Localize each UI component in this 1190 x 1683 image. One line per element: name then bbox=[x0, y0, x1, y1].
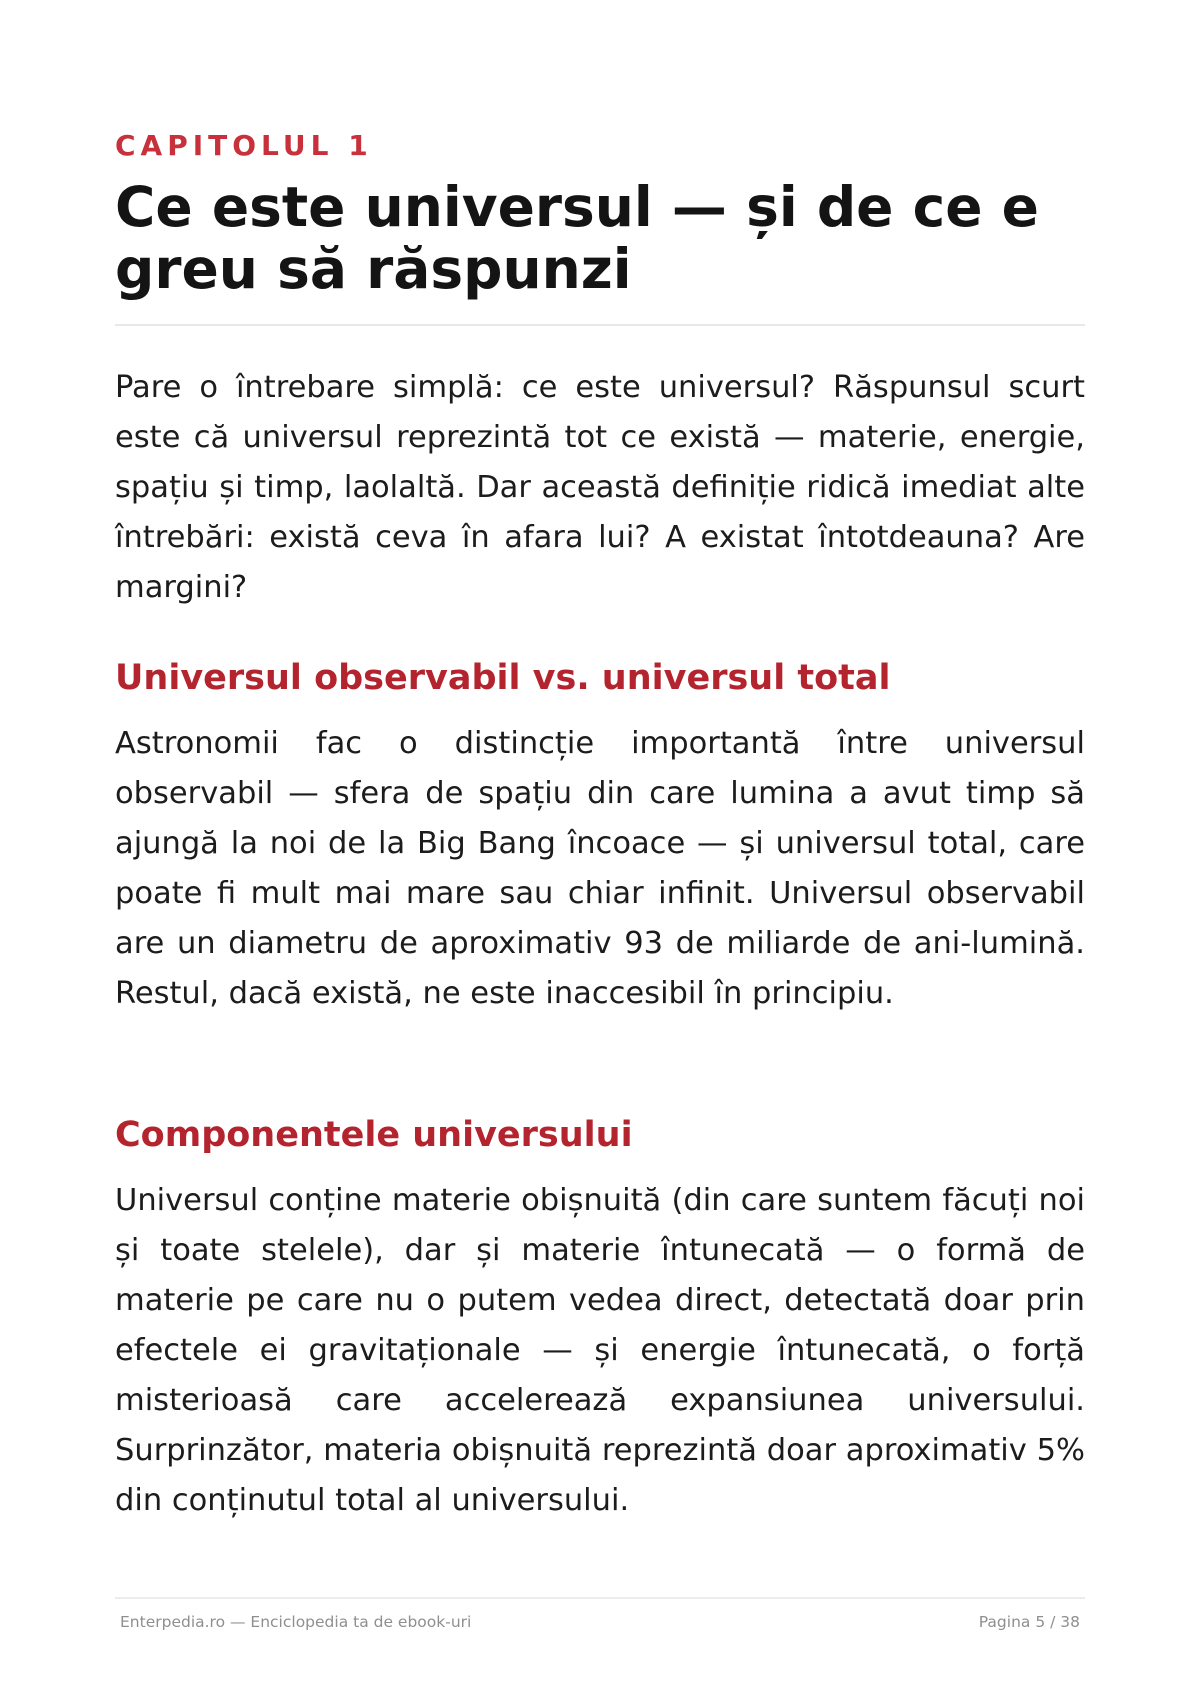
chapter-label: CAPITOLUL 1 bbox=[115, 129, 373, 162]
document-page bbox=[115, 0, 1085, 1683]
section-heading-components: Componentele universului bbox=[115, 1115, 633, 1155]
section-heading-observable: Universul observabil vs. universul total bbox=[115, 658, 891, 698]
footer-page-number: Pagina 5 / 38 bbox=[978, 1613, 1080, 1631]
chapter-title: Ce este universul — și de ce e greu să răspunzi bbox=[115, 175, 1039, 301]
intro-paragraph: Pare o întrebare simplă: ce este universul? Răspunsul scurt este că universul reprezintă tot ce există — materie, energie, spațiu și timp, laolaltă. Dar această definiție ridică imediat alte întrebări: există ceva în afara lui? A existat întotdeauna? Are margini? bbox=[115, 370, 1085, 605]
section-paragraph-observable: Astronomii fac o distincție importantă între universul observabil — sfera de spațiu din care lumina a avut timp să ajungă la noi de la Big Bang încoace — și universul total, care poate fi mult mai mare sau chiar infinit. Universul observabil are un diametru de aproximativ 93 de miliarde de ani-lumină. Restul, dacă există, ne este inaccesibil în principiu. bbox=[115, 726, 1085, 1011]
footer-site-name: Enterpedia.ro — Enciclopedia ta de ebook-uri bbox=[120, 1613, 472, 1631]
title-divider bbox=[115, 324, 1085, 326]
section-paragraph-components: Universul conține materie obișnuită (din care suntem făcuți noi și toate stelele), dar și materie întunecată — o formă de materie pe care nu o putem vedea direct, detectată doar prin efectele ei gravitaționale — și energie întunecată, o forță misterioasă care accelerează expansiunea universului. Surprinzător, materia obișnuită reprezintă doar aproximativ 5% din conținutul total al universului. bbox=[115, 1183, 1085, 1518]
footer-divider bbox=[115, 1597, 1085, 1599]
